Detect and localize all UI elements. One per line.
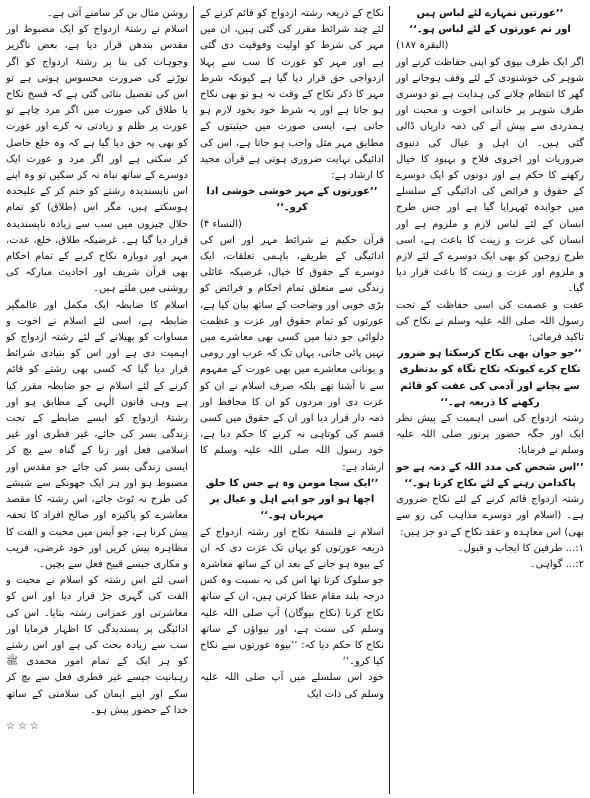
paragraph: رشتہ ازدواج قائم کرنے کے لئے نکاح ضروری ہے۔ (اسلام اور دوسرے مذاہب کی رو سے بھی) اس معاہدہ و عقد نکاح کے دو جز ہیں: bbox=[396, 494, 584, 538]
paragraph: اسلام نے فلسفۂ نکاح اور رشتہ ازدواج کے ذریعہ عورتوں کو یہاں تک عزت دی کہ ان کے بیوہ ہو جانے کے بعد ان کے ساتھ معاشرہ جو سلوک کرتا تھا اس کی بہ نسبت وہ کس درجہ بلند مقام عطا کرتی ہیں، ان کے ساتھ نکاح کرنا (نکاح بیوگان) آپ صلی اللہ علیہ وسلم کی سنت ہے، اور بیواؤں کے ساتھ نکاح کا حکم دیا کہ: ’’بیوہ عورتوں سے نکاح کیا کرو۔‘‘ bbox=[200, 526, 384, 668]
paragraph: رشتہ ازدواج کی اسی اہمیت کے پیش نظر ایک اور جگہ حضور پرنور صلی اللہ علیہ وسلم نے فرمایا: bbox=[396, 413, 584, 457]
paragraph: اسی لئے اس رشتہ کو اسلام نے محبت و الفت کی گہری جڑ قرار دیا اور اس کو معاشرتی اور عمرانی رشتہ بتایا۔ اس کی ادائیگی پر پسندیدگی کا اظہار فرمایا اور سب سے زیادہ بحث کی ہے اور اس رشتے کو ہر ایک کے تمام امور محمدی ﷺ رہبانیت جیسے غیر فطری فعل سے بچ کر سکے اور اپنے ایمان کی سلامتی کے ساتھ خدا کے حضور پیش ہو۔ bbox=[6, 575, 188, 716]
paragraph: نکاح کے ذریعہ رشتہ ازدواج کو قائم کرنے کے لئے چند شرائط مقرر کی گئی ہیں، ان میں مہر کی شرط کو اولیت وفوقیت دی گئی ہے اور مہر کو عورت کا سب سے پہلا ازدواجی حق قرار دیا گیا ہے کیونکہ شرط مہر کا ذکر نکاح کے وقت نہ ہو تو بھی نکاح ہو جاتا ہے اور یہ شرط خود بخود لازم ہو جاتی ہے، ایسی صورت میں حیثیتوں کے مطابق مہر مثل واجب ہو جاتا ہے، اس کی ادائیگی نہایت ضروری ہوتی ہے قرآن مجید کا ارشاد ہے: bbox=[200, 8, 384, 182]
paragraph: قرآن حکیم نے شرائط مہر اور اس کی ادائیگی کے طریقے، باہمی تعلقات، ایک دوسرے کے حقوق کا خیال، غرضیکہ عائلی زندگی سے متعلق تمام احکام و فرائض کو بڑی خوبی اور وضاحت کے ساتھ بیان کیا ہے، عورتوں کو تمام حقوق اور عزت و عظمت دلوائی جو دنیا میں کسی بھی معاشرے میں نہیں پائی جاتی، یہاں تک کہ عرب اور رومی و یونانی معاشرے میں بھی عورت کے مفہوم سے نا آشنا تھے بلکہ صرف اسلام نے ان کو عزت دی اور مردوں کو ان کا محافظ اور ذمہ دار قرار دیا اور ان کے حقوق میں کسی قسم کی کوتاہی نہ کرنے کا حکم دیا ہے، خود رسول اللہ صلی اللہ علیہ وسلم کا ارشاد ہے: bbox=[200, 234, 384, 473]
list-item: ۲:... گواہی۔ bbox=[529, 558, 584, 570]
end-ornament: ☆☆☆ bbox=[6, 720, 42, 732]
column-divider bbox=[389, 6, 390, 794]
column-right bbox=[390, 6, 584, 794]
paragraph: اگر ایک طرف بیوی کو اپنی حفاظت کرنے اور شوہر کی خوشنودی کے لئے وقف ہوجانے اور گھر کا انتظام چلانے کی ہدایت ہے تو دوسری طرف شوہر پر خاندانی اخوت و محبت اور ہمدردی سے پیش آنے کی ذمہ داریاں ڈالی گئی ہیں۔ ان اہل و عیال کی دنیوی ضروریات اور اخروی فلاح و بہبود کا خیال رکھنے کا حکم ہے اور دونوں کو ایک دوسرے کے حقوق و فرائض کی ادائیگی کے سلسلے میں جوابدہ ٹھہرایا گیا ہے اور جس طرح انسان کے لئے لباس لازم و ملزوم ہے اور انسان کی عزت و زینت کا باعث ہے، اسی طرح زوجین کو بھی ایک دوسرے کے لئے لازم و ملزوم اور عزت و زینت کا باعث قرار دیا گیا۔ bbox=[396, 56, 584, 295]
paragraph: عفت و عصمت کی اسی حفاظت کے تحت رسول اللہ صلی اللہ علیہ وسلم نے نکاح کی تاکید فرمائی: bbox=[396, 299, 584, 344]
hadith-quote: ’’اس شخص کی مدد اللہ کے ذمہ ہے جو پاکدامن رہنے کے لئے نکاح کرتا ہو۔‘‘ bbox=[396, 461, 584, 489]
list-item: ۱:... طرفین کا ایجاب و قبول۔ bbox=[457, 542, 584, 554]
hadith-quote: ’’ایک سچا مومن وہ ہے جس کا خلق اچھا ہو اور جو اپنے اہل و عیال پر مہربان ہو۔‘‘ bbox=[205, 477, 379, 522]
hadith-quote: ’’جو جوان بھی نکاح کرسکتا ہو ضرور نکاح کرے کیونکہ نکاح نگاہ کو بدنظری سے بچانے اور آدمی کی عفت کو قائم رکھنے کا ذریعہ ہے۔‘‘ bbox=[398, 348, 582, 408]
text-columns bbox=[6, 6, 584, 794]
verse-reference: (النساء ۴) bbox=[200, 218, 242, 230]
paragraph: روشن مثال بن کر سامنے آتی ہے۔ bbox=[46, 8, 188, 19]
verse-quote-line-1: ’’عورتیں تمہارے لئے لباس ہیں bbox=[416, 8, 564, 19]
column-divider bbox=[193, 6, 194, 794]
verse-reference: (البقرہ ۱۸۷) bbox=[396, 40, 449, 52]
column-left bbox=[6, 6, 194, 794]
paragraph: اسلام کا ضابطہ ایک مکمل اور عالمگیر ضابطہ ہے، اسی لئے اسلام نے اخوت و مساوات کو پھیلانے کے لئے رشتہ ازدواج کو اہمیت دی ہے اور اس کو بنیادی شرائط قرار دیا گیا کہ کسی بھی رشتے کو قائم کرنے کے لئے اسلام نے جو ضابطہ مقرر کیا ہے وہی قانون الٰہی کے مطابق ہو اور رشتۂ ازدواج کو ایسے ضابطے کے تحت زندگی بسر کی جائے، غیر فطری اور غیر اسلامی فعل اور زنا کے گناہ سے بچ کر ایسی زندگی بسر کی جائے جو مقدس اور مضبوط ہو اور ہر ایک جھونکے سے شیشے کی طرح نہ ٹوٹ جائے، اس رشتہ کا مقصد معاشرے کو پاکیزہ اور صالح افراد کا تحفہ پیش کرنا ہے، جو آپس میں محبت و الفت کا مظاہرہ پیش کریں اور خود غرضی، فریب و مکاری جیسے قبیح فعل سے بچیں۔ bbox=[6, 299, 188, 570]
verse-quote-line-2: اور تم عورتوں کے لئے لباس ہو۔‘‘ bbox=[409, 24, 571, 36]
paragraph: خود اس سلسلے میں آپ صلی اللہ علیہ وسلم کی ذات ایک bbox=[200, 672, 384, 700]
column-middle bbox=[194, 6, 390, 794]
verse-quote: ’’عورتوں کے مہر خوشی خوشی ادا کرو۔‘‘ bbox=[206, 186, 378, 214]
paragraph: اسلام نے رشتۂ ازدواج کو ایک مضبوط اور مقدس بندھن قرار دیا ہے، بعض ناگزیر وجوہات کی بنا پر رشتۂ ازدواج کو اگر توڑنے کی ضرورت محسوس ہوتی ہے تو اس کی تفصیل بتائی گئی ہے کہ فسخ نکاح یا طلاق کی صورت میں اگر مرد چاہے تو عورت پر ظلم و زیادتی نہ کرے اور عورت کو بھی یہ حق دیا گیا ہے کہ وہ خلع حاصل کر سکتی ہے اور اگر مرد و عورت ایک دوسرے کے ساتھ نباہ نہ کر سکیں تو وہ اپنے اس ناپسندیدہ رشتے کو ختم کر کے علیحدہ ہوسکتے ہیں، مگر اس (طلاق) کو تمام حلال چیزوں میں سب سے زیادہ ناپسندیدہ قرار دیا گیا ہے۔ غرضیکہ طلاق، خلع، عدت، مہر اور دوبارہ نکاح کرنے کے تمام احکام بھی قرآن شریف اور احادیث مبارکہ کی روشنی میں ملتے ہیں۔ bbox=[6, 24, 188, 295]
